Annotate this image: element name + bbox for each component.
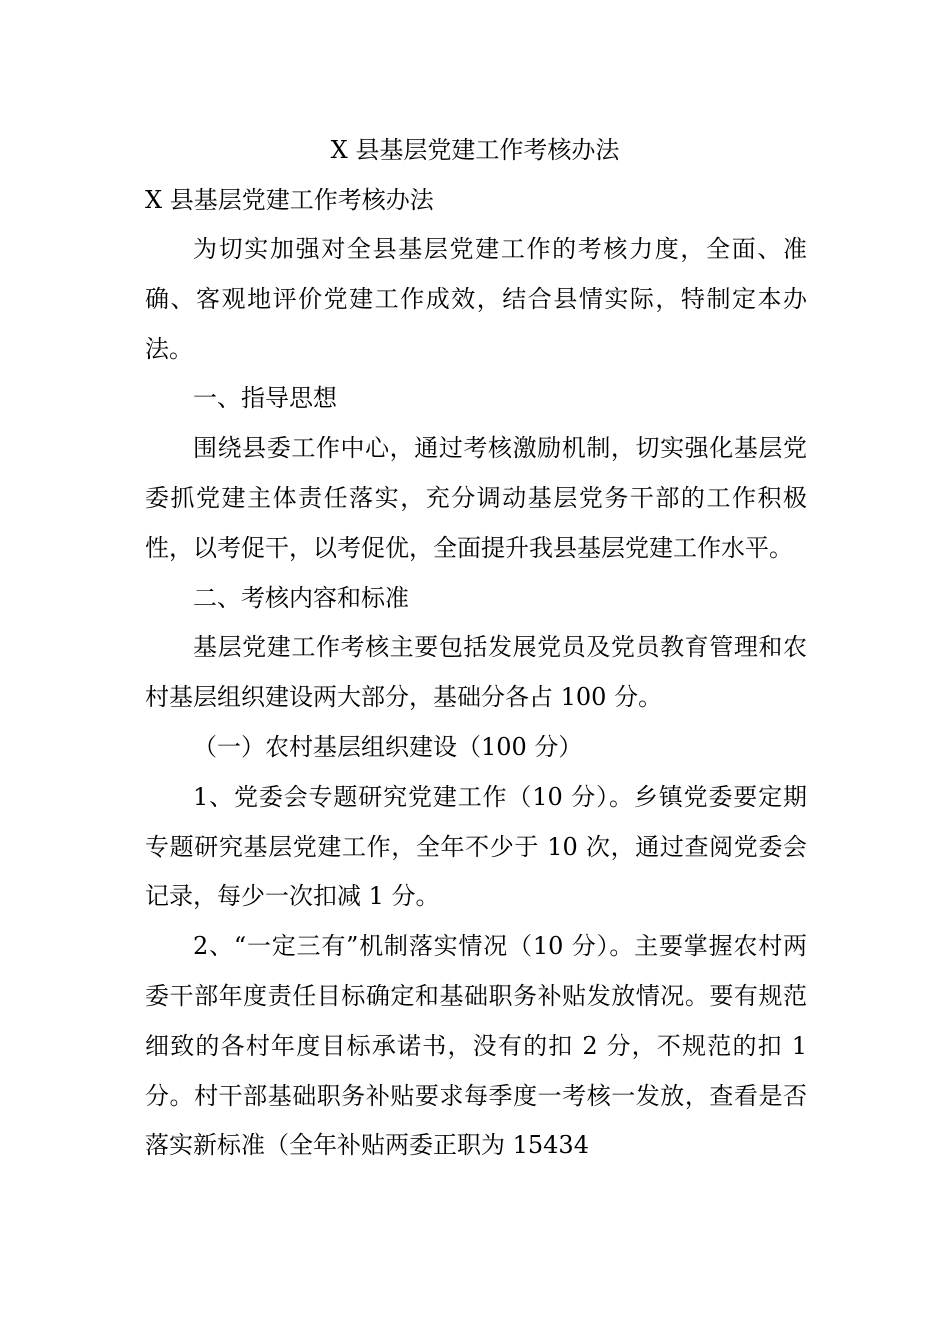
paragraph-intro: 为切实加强对全县基层党建工作的考核力度，全面、准确、客观地评价党建工作成效，结合县情实际，特制定本办法。	[145, 235, 807, 363]
document-body	[145, 225, 807, 1171]
section-heading-guiding-ideology: 一、指导思想	[193, 384, 337, 413]
document-subtitle: X 县基层党建工作考核办法	[145, 186, 434, 214]
paragraph-guiding-ideology: 围绕县委工作中心，通过考核激励机制，切实强化基层党委抓党建主体责任落实，充分调动基层党务干部的工作积极性，以考促干，以考促优，全面提升我县基层党建工作水平。	[145, 434, 807, 562]
document-title: X 县基层党建工作考核办法	[330, 136, 620, 164]
paragraph-item-1: 1、党委会专题研究党建工作（10 分）。乡镇党委要定期专题研究基层党建工作，全年不少于 10 次，通过查阅党委会记录，每少一次扣减 1 分。	[145, 782, 807, 911]
paragraph-item-2: 2、“一定三有”机制落实情况（10 分）。主要掌握农村两委干部年度责任目标确定和基础职务补贴发放情况。要有规范细致的各村年度目标承诺书，没有的扣 2 分，不规范的扣 1 分。村干部基础职务补贴要求每季度一考核一发放，查看是否落实新标准（全年补贴两委正职为 15434	[145, 932, 807, 1160]
subsection-heading-rural-organization: （一）农村基层组织建设（100 分）	[193, 732, 583, 761]
paragraph-content-standards: 基层党建工作考核主要包括发展党员及党员教育管理和农村基层组织建设两大部分，基础分各占 100 分。	[145, 633, 807, 712]
section-heading-content-standards: 二、考核内容和标准	[193, 583, 409, 612]
